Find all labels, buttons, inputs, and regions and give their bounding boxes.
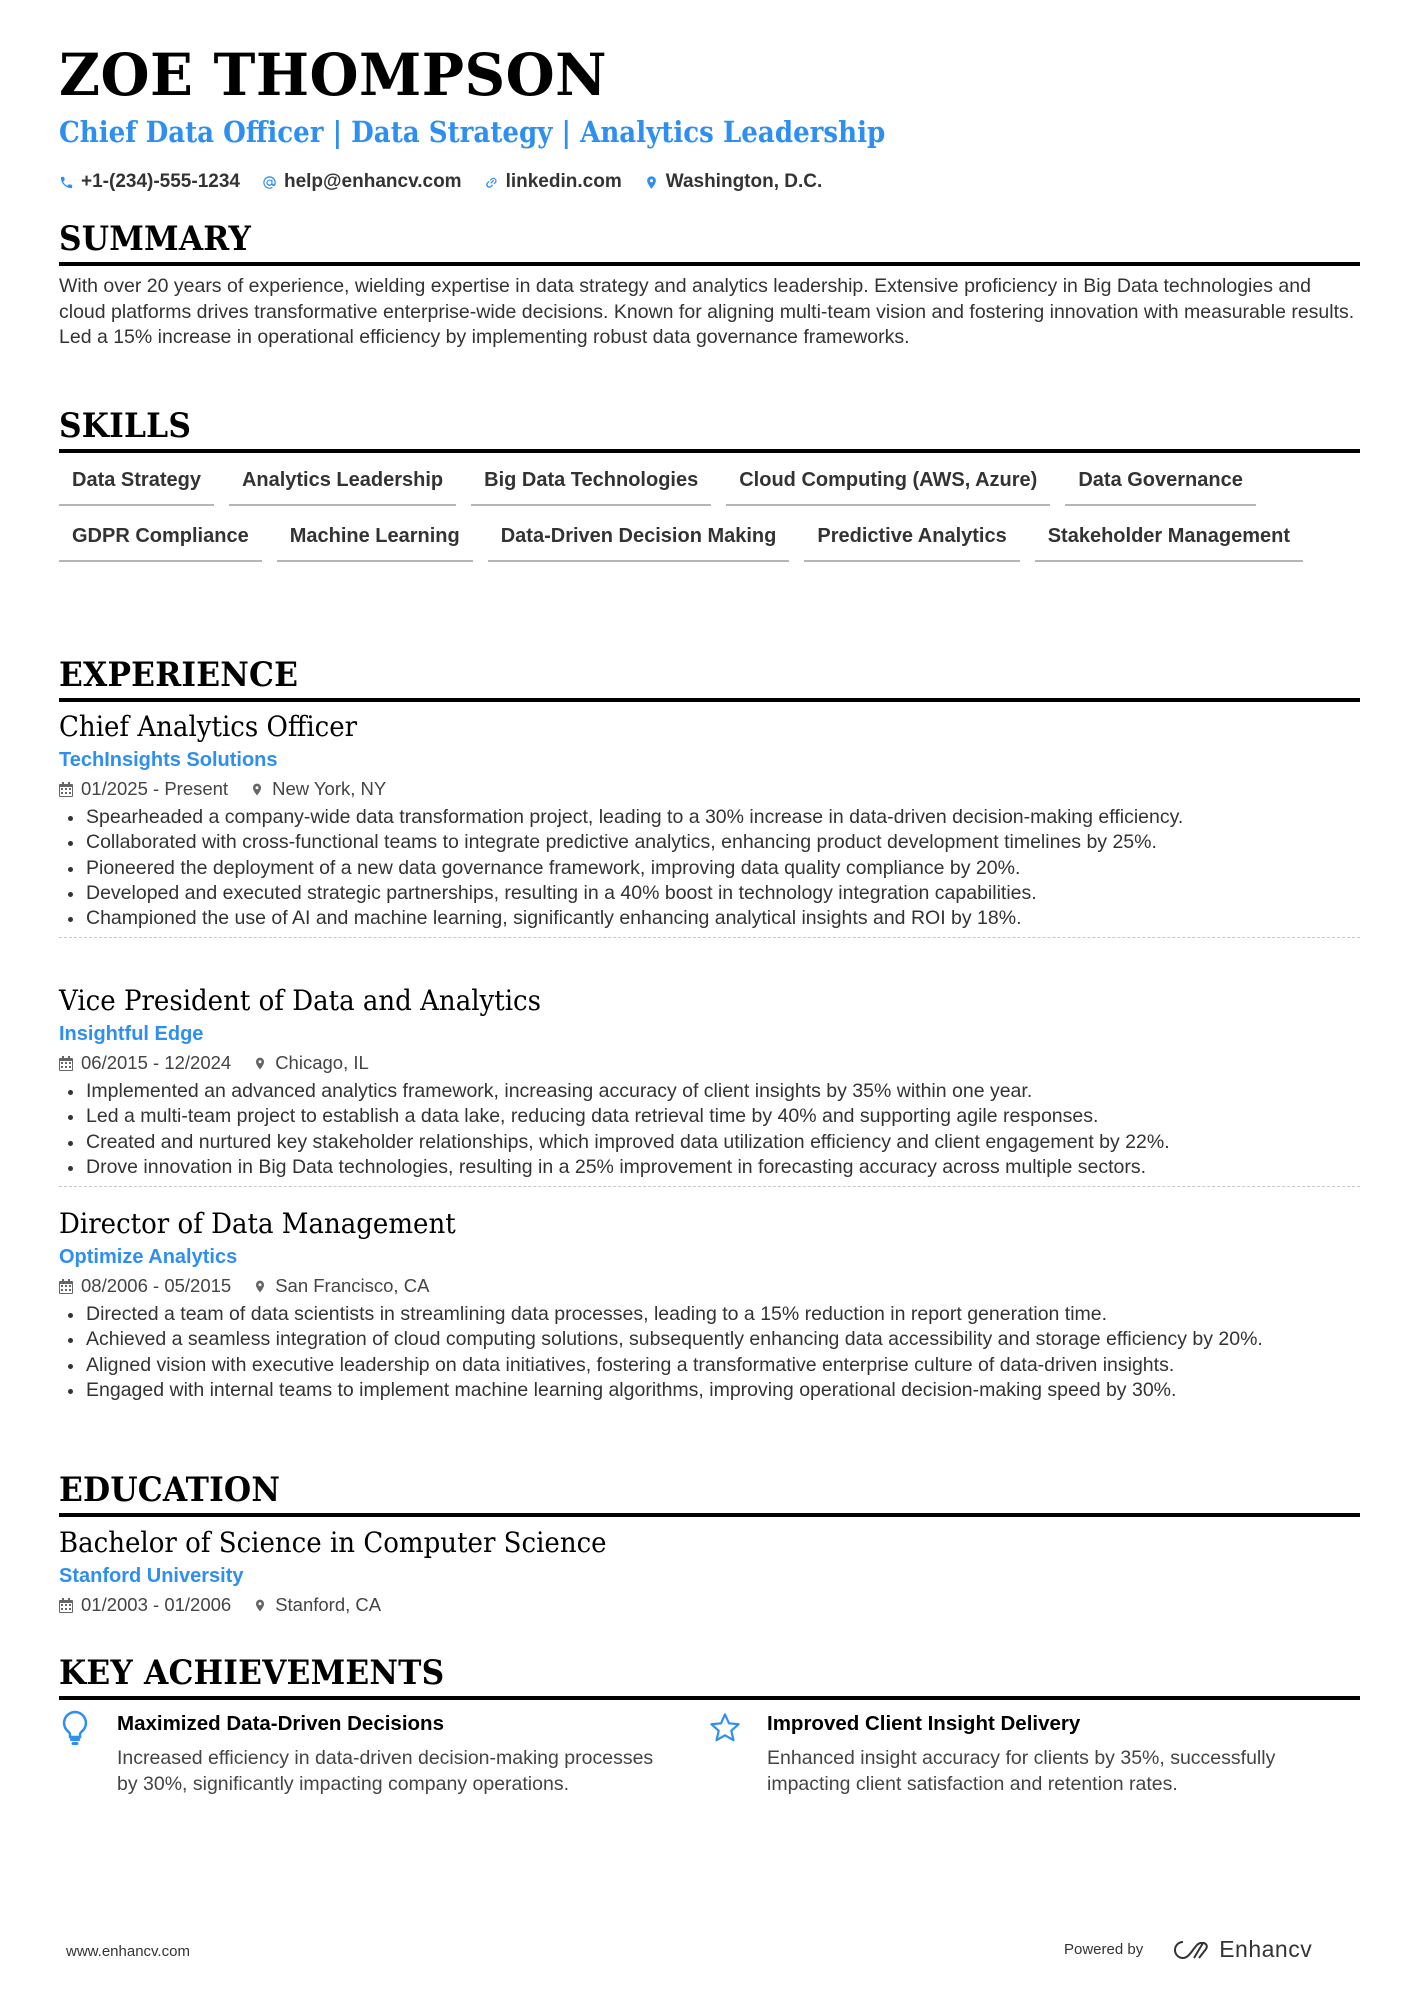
entry-divider (59, 1186, 1360, 1187)
achievement-description: Increased efficiency in data-driven decision-making processes by 30%, significantly impacting company operations. (117, 1747, 654, 1795)
school-name: Stanford University (59, 1565, 244, 1587)
achievement-item (59, 1710, 709, 1797)
entry-divider (59, 937, 1360, 938)
degree-title: Bachelor of Science in Computer Science (59, 1526, 607, 1559)
job-meta (59, 1272, 1360, 1300)
skill-tag: Data Strategy (59, 462, 214, 506)
contact-linkedin[interactable] (484, 171, 622, 193)
bullet-item: Led a multi-team project to establish a data lake, reducing data retrieval time by 40% and supporting agile responses. (86, 1104, 1360, 1129)
contact-location (644, 171, 823, 193)
job-bullets (59, 1079, 1360, 1180)
job-meta (59, 1049, 1360, 1077)
contact-linkedin-text: linkedin.com (505, 171, 622, 192)
bullet-item: Created and nurtured key stakeholder relationships, which improved data utilization efficiency and client engagement by 22%. (86, 1130, 1360, 1155)
enhancv-logo[interactable] (1167, 1936, 1312, 1963)
summary-text: With over 20 years of experience, wielding expertise in data strategy and analytics leadership. Extensive proficiency in Big Data technologies and cloud platforms drives transformative enterprise-wide decisions. Known for aligning multi-team vision and fostering innovation with measurable results. Led a 15% increase in operational efficiency by implementing robust data governance frameworks. (59, 275, 1355, 348)
skill-tag: Predictive Analytics (804, 518, 1019, 562)
phone-icon (59, 175, 74, 190)
skill-tag: Cloud Computing (AWS, Azure) (726, 462, 1050, 506)
bullet-item: Implemented an advanced analytics framework, increasing accuracy of client insights by 35% within one year. (86, 1079, 1360, 1104)
contact-bar (59, 171, 822, 193)
job-company: Insightful Edge (59, 1023, 204, 1045)
experience-entry (59, 709, 1360, 938)
job-dates: 06/2015 - 12/2024 (59, 1049, 231, 1077)
contact-phone-text: +1-(234)-555-1234 (81, 171, 240, 192)
brand-name: Enhancv (1219, 1936, 1313, 1962)
education-entry (59, 1525, 1360, 1619)
skills-list (59, 462, 1360, 562)
enhancv-logo-icon (1167, 1938, 1211, 1962)
experience-entry (59, 983, 1360, 1187)
skill-tag: Big Data Technologies (471, 462, 711, 506)
bullet-item: Achieved a seamless integration of cloud computing solutions, subsequently enhancing data accessibility and storage efficiency by 20%. (86, 1327, 1360, 1352)
candidate-headline: Chief Data Officer | Data Strategy | Analytics Leadership (59, 115, 886, 149)
star-icon (709, 1710, 743, 1797)
achievement-description: Enhanced insight accuracy for clients by 35%, successfully impacting client satisfaction and retention rates. (767, 1747, 1276, 1795)
contact-email-text: help@enhancv.com (283, 171, 462, 192)
job-location: San Francisco, CA (253, 1272, 429, 1300)
location-pin-icon (250, 782, 264, 797)
section-title-summary: SUMMARY (59, 222, 1360, 266)
job-company: Optimize Analytics (59, 1246, 238, 1268)
bullet-item: Directed a team of data scientists in streamlining data processes, leading to a 15% reduction in report generation time. (86, 1302, 1360, 1327)
skill-tag: GDPR Compliance (59, 518, 262, 562)
location-pin-icon (253, 1598, 267, 1613)
section-title-experience: EXPERIENCE (59, 658, 1360, 702)
candidate-name: ZOE THOMPSON (59, 41, 608, 109)
calendar-icon (59, 1279, 73, 1294)
job-title: Vice President of Data and Analytics (59, 984, 542, 1017)
calendar-icon (59, 1056, 73, 1071)
job-title: Director of Data Management (59, 1207, 456, 1240)
bullet-item: Drove innovation in Big Data technologies, resulting in a 25% improvement in forecasting accuracy across multiple sectors. (86, 1155, 1360, 1180)
job-company: TechInsights Solutions (59, 749, 278, 771)
contact-phone[interactable] (59, 171, 240, 193)
job-bullets (59, 805, 1360, 931)
bullet-item: Championed the use of AI and machine learning, significantly enhancing analytical insights and ROI by 18%. (86, 906, 1360, 931)
job-location: New York, NY (250, 775, 386, 803)
contact-location-text: Washington, D.C. (665, 171, 823, 192)
footer-branding (1064, 1936, 1312, 1963)
skill-tag: Data Governance (1065, 462, 1256, 506)
job-dates: 01/2025 - Present (59, 775, 228, 803)
lightbulb-icon (59, 1710, 93, 1797)
job-title: Chief Analytics Officer (59, 710, 358, 743)
achievements-list (59, 1710, 1360, 1797)
skill-tag: Analytics Leadership (229, 462, 456, 506)
achievement-title: Maximized Data-Driven Decisions (117, 1712, 444, 1735)
location-pin-icon (253, 1279, 267, 1294)
location-pin-icon (644, 175, 659, 190)
job-location: Chicago, IL (253, 1049, 369, 1077)
location-pin-icon (253, 1056, 267, 1071)
job-bullets (59, 1302, 1360, 1403)
bullet-item: Pioneered the deployment of a new data governance framework, improving data quality compliance by 20%. (86, 856, 1360, 881)
job-dates: 08/2006 - 05/2015 (59, 1272, 231, 1300)
experience-entry (59, 1206, 1360, 1403)
bullet-item: Spearheaded a company-wide data transformation project, leading to a 30% increase in data-driven decision-making efficiency. (86, 805, 1360, 830)
education-location: Stanford, CA (253, 1591, 381, 1619)
contact-email[interactable] (262, 171, 462, 193)
bullet-item: Developed and executed strategic partnerships, resulting in a 40% boost in technology integration capabilities. (86, 881, 1360, 906)
skill-tag: Stakeholder Management (1035, 518, 1303, 562)
calendar-icon (59, 782, 73, 797)
link-icon (484, 175, 499, 190)
at-icon (262, 175, 277, 190)
section-title-achievements: KEY ACHIEVEMENTS (59, 1656, 1360, 1700)
section-title-skills: SKILLS (59, 409, 1360, 453)
skill-tag: Machine Learning (277, 518, 473, 562)
bullet-item: Aligned vision with executive leadership on data initiatives, fostering a transformative enterprise culture of data-driven insights. (86, 1353, 1360, 1378)
achievement-title: Improved Client Insight Delivery (767, 1712, 1081, 1735)
calendar-icon (59, 1598, 73, 1613)
achievement-item (709, 1710, 1359, 1797)
education-meta (59, 1591, 1360, 1619)
bullet-item: Collaborated with cross-functional teams to integrate predictive analytics, enhancing product development timelines by 25%. (86, 830, 1360, 855)
powered-by-label: Powered by (1064, 1941, 1144, 1958)
job-meta (59, 775, 1360, 803)
bullet-item: Engaged with internal teams to implement machine learning algorithms, improving operational decision-making speed by 30%. (86, 1378, 1360, 1403)
footer-website-link[interactable]: www.enhancv.com (66, 1943, 190, 1960)
education-dates: 01/2003 - 01/2006 (59, 1591, 231, 1619)
skill-tag: Data-Driven Decision Making (488, 518, 790, 562)
section-title-education: EDUCATION (59, 1473, 1360, 1517)
